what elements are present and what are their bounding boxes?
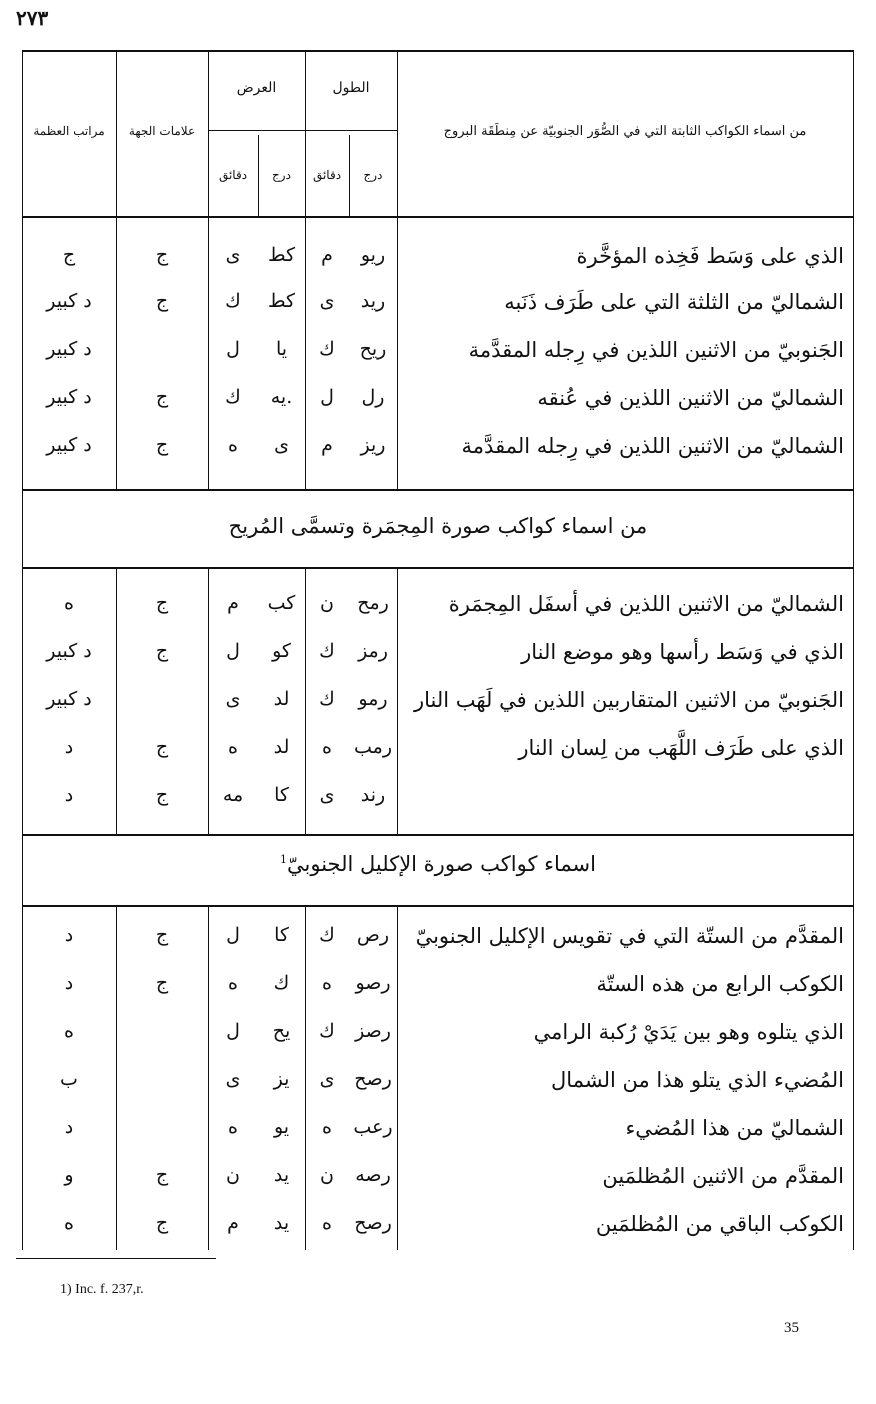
section-2-title: من اسماء كواكب صورة المِجمَرة وتسمَّى المُريح bbox=[228, 514, 648, 538]
cell-dir: ج bbox=[155, 244, 169, 266]
cell-lon-deg: رمب bbox=[353, 736, 392, 758]
cell-lat-min: ى bbox=[225, 688, 241, 710]
cell-mag: د كبير bbox=[46, 386, 92, 408]
cell-lat-deg: لد bbox=[273, 688, 290, 710]
cell-lon-deg: رل bbox=[361, 386, 385, 408]
cell-lon-min: ه bbox=[322, 972, 332, 994]
cell-lat-min: ه bbox=[228, 1116, 238, 1138]
cell-dir: ج bbox=[155, 784, 169, 806]
cell-name: الذي على طَرَف اللَّهَب من لِسان النار bbox=[518, 736, 844, 760]
cell-lon-min: ه bbox=[322, 1212, 332, 1234]
cell-dir: ج bbox=[155, 1164, 169, 1186]
col-divider-dir-lat bbox=[208, 50, 209, 489]
cell-lat-min: ل bbox=[226, 924, 240, 946]
header-longitude: الطول bbox=[332, 80, 370, 96]
cell-name: الشماليّ من الاثنين اللذين في رِجله المقدَّمة bbox=[461, 434, 844, 458]
cell-lat-deg: يز bbox=[273, 1068, 290, 1090]
cell-name: الكوكب الباقي من المُظلمَين bbox=[595, 1212, 844, 1236]
cell-lon-deg: رعب bbox=[353, 1116, 393, 1138]
cell-name: الجَنوبيّ من الاثنين المتقاربين اللذين في لَهَب النار bbox=[413, 688, 844, 712]
cell-lon-min: ل bbox=[320, 386, 334, 408]
cell-lon-min: ى bbox=[319, 784, 335, 806]
cell-lon-min: ى bbox=[319, 290, 335, 312]
header-lon-degrees: درج bbox=[363, 168, 383, 182]
cell-lat-deg: لد bbox=[273, 736, 290, 758]
cell-mag: د كبير bbox=[46, 688, 92, 710]
cell-dir: ج bbox=[155, 736, 169, 758]
section-3-title-text: اسماء كواكب صورة الإكليل الجنوبيّ bbox=[287, 852, 596, 876]
cell-mag: د bbox=[64, 1116, 74, 1138]
cell-lat-deg: كط bbox=[267, 290, 296, 312]
cell-lon-min: ه bbox=[322, 736, 332, 758]
cell-lat-min: م bbox=[227, 592, 239, 614]
cell-lat-deg: يا bbox=[275, 338, 288, 360]
header-bottom-border bbox=[22, 216, 854, 218]
cell-mag: د كبير bbox=[46, 640, 92, 662]
cell-name: الجَنوبيّ من الاثنين اللذين في رِجله المقدَّمة bbox=[468, 338, 844, 362]
cell-lat-min: ن bbox=[226, 1164, 240, 1186]
cell-lon-deg: رمز bbox=[358, 640, 388, 662]
cell-lon-min: ك bbox=[319, 640, 335, 662]
cell-lat-deg: كا bbox=[274, 924, 289, 946]
cell-lon-min: ه bbox=[322, 1116, 332, 1138]
cell-mag: ب bbox=[60, 1068, 78, 1090]
cell-lon-deg: رمو bbox=[358, 688, 388, 710]
cell-lat-min: ك bbox=[225, 386, 241, 408]
header-magnitude: مراتب العظمة bbox=[33, 124, 105, 138]
cell-mag: د bbox=[64, 972, 74, 994]
footnote-rule bbox=[16, 1258, 216, 1259]
col-divider-mag-dir-3 bbox=[116, 905, 117, 1250]
cell-lat-deg: يو bbox=[273, 1116, 290, 1138]
footnote: 1) Inc. f. 237,r. bbox=[60, 1282, 144, 1297]
cell-lon-deg: ريو bbox=[360, 244, 386, 266]
cell-dir: ج bbox=[155, 592, 169, 614]
cell-lon-min: ن bbox=[320, 1164, 334, 1186]
cell-mag: ه bbox=[64, 592, 74, 614]
cell-lon-deg: رصه bbox=[355, 1164, 391, 1186]
cell-lat-min: ل bbox=[226, 1020, 240, 1042]
section-3-title bbox=[22, 852, 854, 876]
cell-mag: و bbox=[64, 1164, 74, 1186]
cell-dir: ج bbox=[155, 924, 169, 946]
header-latitude: العرض bbox=[236, 80, 277, 96]
cell-lat-deg: يد bbox=[273, 1164, 290, 1186]
cell-lon-deg: رمح bbox=[357, 592, 389, 614]
cell-name: الشماليّ من الاثنين اللذين في عُنقه bbox=[537, 386, 844, 410]
cell-mag: د كبير bbox=[46, 338, 92, 360]
cell-dir: ج bbox=[155, 972, 169, 994]
col-divider-lon-name bbox=[397, 50, 398, 489]
cell-mag: د bbox=[64, 784, 74, 806]
section-2-title-bottom-border bbox=[22, 567, 854, 569]
cell-lat-deg: كو bbox=[272, 640, 291, 662]
cell-name: الكوكب الرابع من هذه الستّة bbox=[596, 972, 844, 996]
cell-lat-min: مه bbox=[222, 784, 244, 806]
cell-dir: ج bbox=[155, 1212, 169, 1234]
cell-lat-deg: يه. bbox=[270, 386, 293, 408]
table-top-border bbox=[22, 50, 854, 52]
cell-lat-deg: كا bbox=[274, 784, 289, 806]
cell-dir: ج bbox=[155, 290, 169, 312]
header-subdivider bbox=[208, 130, 397, 131]
col-divider-lat-lon bbox=[305, 50, 306, 489]
cell-lat-deg: كط bbox=[267, 244, 296, 266]
section-3-title-bottom-border bbox=[22, 905, 854, 907]
cell-lat-min: ل bbox=[226, 640, 240, 662]
cell-lon-deg: رصو bbox=[355, 972, 391, 994]
page-header-number: ٢٧٣ bbox=[16, 6, 49, 30]
cell-lon-deg: ريح bbox=[359, 338, 387, 360]
cell-name: الشماليّ من الثلثة التي على طَرَف ذَنَبه bbox=[504, 290, 844, 314]
footnote-marker: 1 bbox=[280, 853, 287, 866]
cell-lon-min: ى bbox=[319, 1068, 335, 1090]
cell-lon-min: ك bbox=[319, 924, 335, 946]
col-divider-mag-dir bbox=[116, 50, 117, 489]
cell-name: المقدَّم من الاثنين المُظلمَين bbox=[602, 1164, 844, 1188]
cell-lat-deg: كب bbox=[267, 592, 296, 614]
cell-lon-min: ك bbox=[319, 688, 335, 710]
cell-lon-deg: رصح bbox=[354, 1212, 392, 1234]
cell-lat-min: ى bbox=[225, 244, 241, 266]
cell-dir: ج bbox=[155, 434, 169, 456]
cell-lat-min: ى bbox=[225, 1068, 241, 1090]
cell-name: الذي على وَسَط فَخِذه المؤخَّرة bbox=[576, 244, 844, 268]
cell-lat-deg: يد bbox=[273, 1212, 290, 1234]
cell-name: الذي في وَسَط رأسها وهو موضع النار bbox=[521, 640, 844, 664]
cell-lon-min: ك bbox=[319, 338, 335, 360]
header-names: من اسماء الكواكب الثابتة التي في الصُّوَر الجنوبيّة عن مِنطَقَة البروج bbox=[443, 124, 807, 139]
cell-lat-min: م bbox=[227, 1212, 239, 1234]
header-lat-degrees: درج bbox=[272, 168, 291, 182]
cell-lat-min: ه bbox=[228, 434, 238, 456]
cell-dir: ج bbox=[155, 386, 169, 408]
page-number: 35 bbox=[784, 1320, 799, 1336]
cell-lon-min: ك bbox=[319, 1020, 335, 1042]
cell-lon-deg: رص bbox=[356, 924, 390, 946]
cell-mag: د bbox=[64, 736, 74, 758]
cell-lon-deg: ريد bbox=[360, 290, 386, 312]
cell-lat-min: ه bbox=[228, 736, 238, 758]
cell-mag: د كبير bbox=[46, 290, 92, 312]
cell-mag: ه bbox=[64, 1020, 74, 1042]
cell-mag: د bbox=[64, 924, 74, 946]
cell-name: الشماليّ من الاثنين اللذين في أسفَل المِجمَرة bbox=[448, 592, 844, 616]
col-divider-lon-name-3 bbox=[397, 905, 398, 1250]
cell-name: الذي يتلوه وهو بين يَدَيْ رُكبة الرامي bbox=[533, 1020, 844, 1044]
header-direction-marks: علامات الجهة bbox=[128, 124, 196, 138]
cell-lat-deg: ى bbox=[274, 434, 289, 456]
cell-lat-min: ل bbox=[226, 338, 240, 360]
section-2-top-border bbox=[22, 489, 854, 491]
cell-mag: د كبير bbox=[46, 434, 92, 456]
cell-lat-deg: ك bbox=[273, 972, 290, 994]
cell-lon-deg: رصح bbox=[354, 1068, 392, 1090]
cell-lon-min: ن bbox=[320, 592, 334, 614]
cell-name: الشماليّ من هذا المُضيء bbox=[625, 1116, 844, 1140]
cell-dir: ج bbox=[155, 640, 169, 662]
cell-name: المقدَّم من الستّة التي في تقويس الإكليل الجنوبيّ bbox=[415, 924, 844, 948]
col-divider-lon-name-2 bbox=[397, 567, 398, 834]
header-lon-minutes: دقائق bbox=[312, 168, 342, 182]
section-3-top-border bbox=[22, 834, 854, 836]
cell-lat-deg: يح bbox=[272, 1020, 291, 1042]
cell-mag: ج bbox=[62, 244, 76, 266]
cell-lon-deg: رصز bbox=[355, 1020, 391, 1042]
cell-name: المُضيء الذي يتلو هذا من الشمال bbox=[551, 1068, 844, 1092]
cell-lat-min: ك bbox=[225, 290, 241, 312]
cell-lon-deg: رند bbox=[360, 784, 386, 806]
cell-mag: ه bbox=[64, 1212, 74, 1234]
cell-lon-deg: ريز bbox=[360, 434, 386, 456]
cell-lon-min: م bbox=[321, 434, 333, 456]
header-lat-minutes: دقائق bbox=[218, 168, 248, 182]
table-right-border bbox=[853, 50, 854, 1250]
cell-lon-min: م bbox=[321, 244, 333, 266]
cell-lat-min: ه bbox=[228, 972, 238, 994]
